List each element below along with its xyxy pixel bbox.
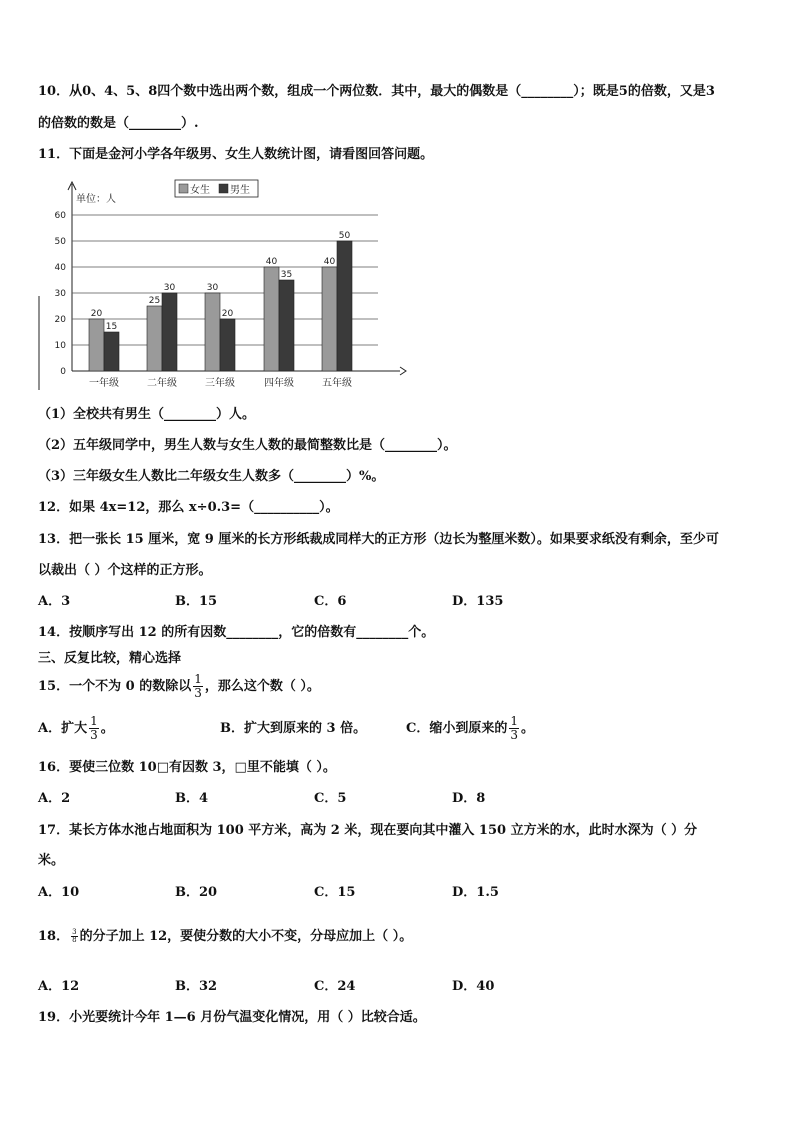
q10-line2: 的倍数的数是（________）. (38, 116, 199, 131)
q15-option-c-fraction (509, 715, 519, 742)
q17-line1: 17．某长方体水池占地面积为 100 平方米，高为 2 米，现在要向其中灌入 150 立方米的水，此时水深为（ ）分 (38, 823, 698, 838)
q18-after: 的分子加上 12，要使分数的大小不变，分母应加上（ ）。 (79, 929, 413, 944)
q18-frac-num: 3 (72, 928, 77, 936)
bar-女生-五年级 (322, 267, 337, 371)
q12-text: 12．如果 4x=12，那么 x÷0.3=（__________）。 (38, 500, 339, 515)
bar-男生-五年级 (337, 241, 352, 371)
x-tick-label-五年级: 五年级 (322, 378, 352, 389)
q13-option-d: D．135 (452, 594, 504, 609)
q15-option-c-frac-den: 3 (510, 728, 518, 742)
q15-option-b: B．扩大到原来的 3 倍。 (220, 721, 367, 736)
q13-option-a: A．3 (38, 594, 71, 609)
q15-option-a-fraction (89, 715, 99, 742)
x-axis-arrow (400, 367, 406, 375)
q10-line1: 10．从0、4、5、8四个数中选出两个数，组成一个两位数．其中，最大的偶数是（________）；既是5的倍数，又是3 (38, 84, 715, 99)
q18-option-a: A．12 (38, 979, 80, 994)
q15-option-a (38, 713, 114, 745)
q18-fraction (71, 929, 77, 944)
bar-女生-三年级 (205, 293, 220, 371)
y-tick-label-60: 60 (54, 211, 66, 221)
q14-text: 14．按顺序写出 12 的所有因数________，它的倍数有________个。 (38, 625, 435, 640)
q16-option-a: A．2 (38, 791, 71, 806)
q17-option-c: C．15 (314, 885, 356, 900)
q15-before: 15．一个不为 0 的数除以 (38, 679, 192, 694)
bar-女生-四年级 (264, 267, 279, 371)
legend-label-女生: 女生 (190, 185, 210, 196)
bar-男生-三年级 (220, 319, 235, 371)
bar-女生-二年级 (147, 306, 162, 371)
q15-option-a-text: A．扩大 (38, 721, 88, 736)
q15-option-c-text: C．缩小到原来的 (406, 721, 508, 736)
q15-frac-num: 1 (194, 672, 202, 686)
bar-value-label: 40 (323, 257, 336, 267)
bar-value-label: 30 (206, 283, 219, 293)
q15-option-c-frac-num: 1 (510, 714, 518, 728)
q13-option-c: C．6 (314, 594, 347, 609)
q11-sub3: （3）三年级女生人数比二年级女生人数多（________）%。 (38, 469, 385, 484)
q15-frac-den: 3 (194, 686, 202, 700)
bar-value-label: 50 (338, 231, 351, 241)
bar-value-label: 30 (163, 283, 176, 293)
q11-sub1: （1）全校共有男生（________）人。 (38, 407, 256, 422)
q13-line2: 以裁出（ ）个这样的正方形。 (38, 563, 212, 578)
q15-stem (38, 671, 320, 703)
bar-value-label: 40 (265, 257, 278, 267)
q15-option-c (406, 713, 534, 745)
y-tick-label-10: 10 (54, 341, 66, 351)
x-tick-label-一年级: 一年级 (89, 378, 119, 389)
q18-option-b: B．32 (175, 979, 218, 994)
unit-label: 单位：人 (76, 194, 116, 205)
q15-option-a-end: 。 (100, 721, 114, 736)
q16-option-b: B．4 (175, 791, 209, 806)
bar-女生-一年级 (89, 319, 104, 371)
x-tick-label-二年级: 二年级 (147, 378, 177, 389)
q15-option-a-frac-den: 3 (90, 728, 98, 742)
q11-sub2: （2）五年级同学中，男生人数与女生人数的最简整数比是（________）。 (38, 438, 457, 453)
q11-stem: 11．下面是金河小学各年级男、女生人数统计图，请看图回答问题。 (38, 147, 434, 162)
q15-fraction (193, 673, 203, 700)
q17-option-a: A．10 (38, 885, 80, 900)
x-tick-label-三年级: 三年级 (205, 378, 235, 389)
bar-value-label: 35 (280, 270, 293, 280)
section3-title: 三、反复比较，精心选择 (38, 651, 182, 666)
q16-option-d: D．8 (452, 791, 486, 806)
y-tick-label-0: 0 (60, 367, 66, 377)
q15-option-c-end: 。 (521, 721, 535, 736)
bar-男生-二年级 (162, 293, 177, 371)
q18-option-c: C．24 (314, 979, 356, 994)
y-tick-label-20: 20 (54, 315, 66, 325)
bar-男生-一年级 (104, 332, 119, 371)
grade-gender-bar-chart (38, 178, 408, 396)
q17-option-d: D．1.5 (452, 885, 499, 900)
q15-after: ，那么这个数（ ）。 (204, 679, 320, 694)
bar-value-label: 20 (90, 309, 103, 319)
q18-frac-den: 8 (72, 936, 77, 944)
bar-男生-四年级 (279, 280, 294, 371)
q18-number: 18． (38, 929, 70, 944)
q17-option-b: B．20 (175, 885, 218, 900)
legend-swatch-女生 (179, 184, 188, 193)
y-tick-label-30: 30 (54, 289, 66, 299)
x-tick-label-四年级: 四年级 (264, 378, 294, 389)
bar-value-label: 20 (221, 309, 234, 319)
q17-line2: 米。 (38, 853, 65, 868)
bar-value-label: 15 (105, 322, 118, 332)
q18-stem (38, 924, 412, 950)
q16-option-c: C．5 (314, 791, 347, 806)
legend-swatch-男生 (219, 184, 228, 193)
q19-text: 19．小光要统计今年 1—6 月份气温变化情况，用（ ）比较合适。 (38, 1010, 426, 1025)
q18-option-d: D．40 (452, 979, 495, 994)
q16-text: 16．要使三位数 10□有因数 3，□里不能填（ ）。 (38, 760, 336, 775)
q13-option-b: B．15 (175, 594, 218, 609)
y-tick-label-40: 40 (54, 263, 66, 273)
q13-line1: 13．把一张长 15 厘米，宽 9 厘米的长方形纸裁成同样大的正方形（边长为整厘米数）。如果要求纸没有剩余，至少可 (38, 532, 719, 547)
legend-label-男生: 男生 (230, 185, 250, 196)
bar-value-label: 25 (148, 296, 161, 306)
q15-option-a-frac-num: 1 (90, 714, 98, 728)
y-tick-label-50: 50 (54, 237, 66, 247)
